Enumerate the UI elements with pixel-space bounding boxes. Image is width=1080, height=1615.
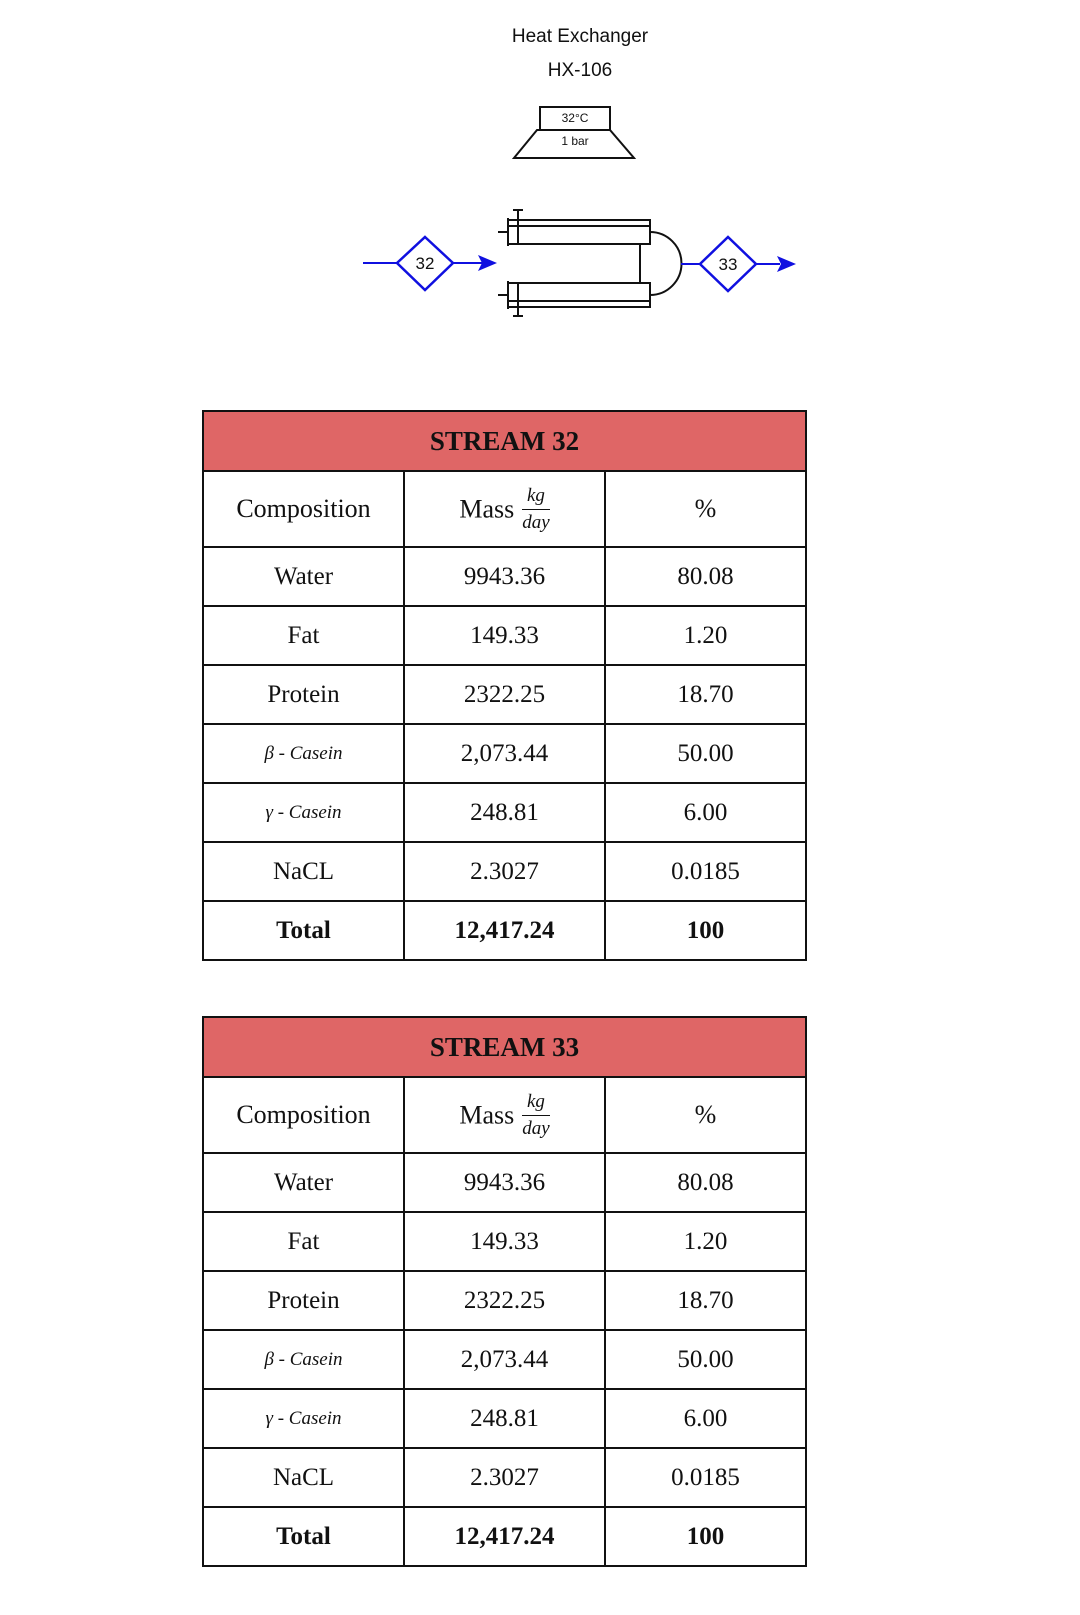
- composition-header: Composition: [203, 471, 404, 547]
- stream-33-table: [202, 1016, 807, 1567]
- exchanger-body: [498, 210, 682, 316]
- component-cell: γ - Casein: [203, 1389, 404, 1448]
- percent-cell: 0.0185: [605, 842, 806, 901]
- mass-cell: 248.81: [404, 783, 605, 842]
- component-cell: Protein: [203, 1271, 404, 1330]
- mass-cell: 2322.25: [404, 665, 605, 724]
- table-row: [203, 1389, 806, 1448]
- heat-exchanger-diagram: [0, 0, 1080, 360]
- component-cell: Water: [203, 547, 404, 606]
- percent-cell: 1.20: [605, 1212, 806, 1271]
- table-row: [203, 1330, 806, 1389]
- table-row: [203, 783, 806, 842]
- unit-numerator: kg: [522, 1091, 549, 1116]
- total-mass: 12,417.24: [404, 901, 605, 960]
- percent-cell: 50.00: [605, 1330, 806, 1389]
- mass-cell: 2322.25: [404, 1271, 605, 1330]
- component-cell: Fat: [203, 1212, 404, 1271]
- component-cell: NaCL: [203, 842, 404, 901]
- percent-cell: 18.70: [605, 665, 806, 724]
- component-cell: Fat: [203, 606, 404, 665]
- mass-cell: 2,073.44: [404, 724, 605, 783]
- total-label: Total: [203, 901, 404, 960]
- percent-cell: 6.00: [605, 1389, 806, 1448]
- total-label: Total: [203, 1507, 404, 1566]
- upper-shell: [508, 220, 650, 244]
- lower-shell: [508, 283, 650, 307]
- total-row: [203, 1507, 806, 1566]
- mass-cell: 149.33: [404, 606, 605, 665]
- percent-header: %: [605, 471, 806, 547]
- table-row: [203, 842, 806, 901]
- component-cell: Water: [203, 1153, 404, 1212]
- component-cell: Protein: [203, 665, 404, 724]
- mass-header: [404, 1077, 605, 1153]
- temperature-label: 32°C: [561, 111, 589, 125]
- table-row: [203, 724, 806, 783]
- stream-33-title: STREAM 33: [203, 1017, 806, 1077]
- mass-cell: 9943.36: [404, 1153, 605, 1212]
- conditions-box: [514, 107, 634, 158]
- table-row: [203, 1212, 806, 1271]
- mass-cell: 149.33: [404, 1212, 605, 1271]
- component-cell: β - Casein: [203, 724, 404, 783]
- component-cell: β - Casein: [203, 1330, 404, 1389]
- mass-cell: 2.3027: [404, 842, 605, 901]
- component-cell: NaCL: [203, 1448, 404, 1507]
- equipment-title: Heat Exchanger: [511, 26, 649, 47]
- table-row: [203, 606, 806, 665]
- percent-header: %: [605, 1077, 806, 1153]
- percent-cell: 18.70: [605, 1271, 806, 1330]
- equipment-tag: HX-106: [547, 60, 613, 81]
- table-header-row: [203, 471, 806, 547]
- percent-cell: 50.00: [605, 724, 806, 783]
- return-head: [650, 232, 682, 295]
- table-row: [203, 1448, 806, 1507]
- percent-cell: 0.0185: [605, 1448, 806, 1507]
- total-row: [203, 901, 806, 960]
- outlet-stream: [681, 237, 796, 291]
- table-header-row: [203, 1077, 806, 1153]
- stream-32-table: [202, 410, 807, 961]
- pressure-label: 1 bar: [561, 134, 589, 148]
- percent-cell: 80.08: [605, 1153, 806, 1212]
- total-percent: 100: [605, 1507, 806, 1566]
- unit-numerator: kg: [522, 485, 549, 510]
- percent-cell: 1.20: [605, 606, 806, 665]
- table-row: [203, 665, 806, 724]
- mass-unit: [522, 485, 549, 534]
- inlet-stream: [363, 237, 497, 290]
- table-row: [203, 1153, 806, 1212]
- mass-header: [404, 471, 605, 547]
- mass-unit: [522, 1091, 549, 1140]
- total-percent: 100: [605, 901, 806, 960]
- mass-label: Mass: [459, 1100, 515, 1129]
- unit-denominator: day: [522, 511, 550, 533]
- mass-cell: 248.81: [404, 1389, 605, 1448]
- percent-cell: 6.00: [605, 783, 806, 842]
- mass-cell: 2.3027: [404, 1448, 605, 1507]
- mass-label: Mass: [459, 494, 515, 523]
- mass-cell: 2,073.44: [404, 1330, 605, 1389]
- outlet-stream-number: 33: [718, 255, 738, 274]
- percent-cell: 80.08: [605, 547, 806, 606]
- composition-header: Composition: [203, 1077, 404, 1153]
- table-row: [203, 547, 806, 606]
- unit-denominator: day: [522, 1117, 550, 1139]
- mass-cell: 9943.36: [404, 547, 605, 606]
- table-row: [203, 1271, 806, 1330]
- total-mass: 12,417.24: [404, 1507, 605, 1566]
- inlet-stream-number: 32: [415, 254, 435, 273]
- stream-32-title: STREAM 32: [203, 411, 806, 471]
- component-cell: γ - Casein: [203, 783, 404, 842]
